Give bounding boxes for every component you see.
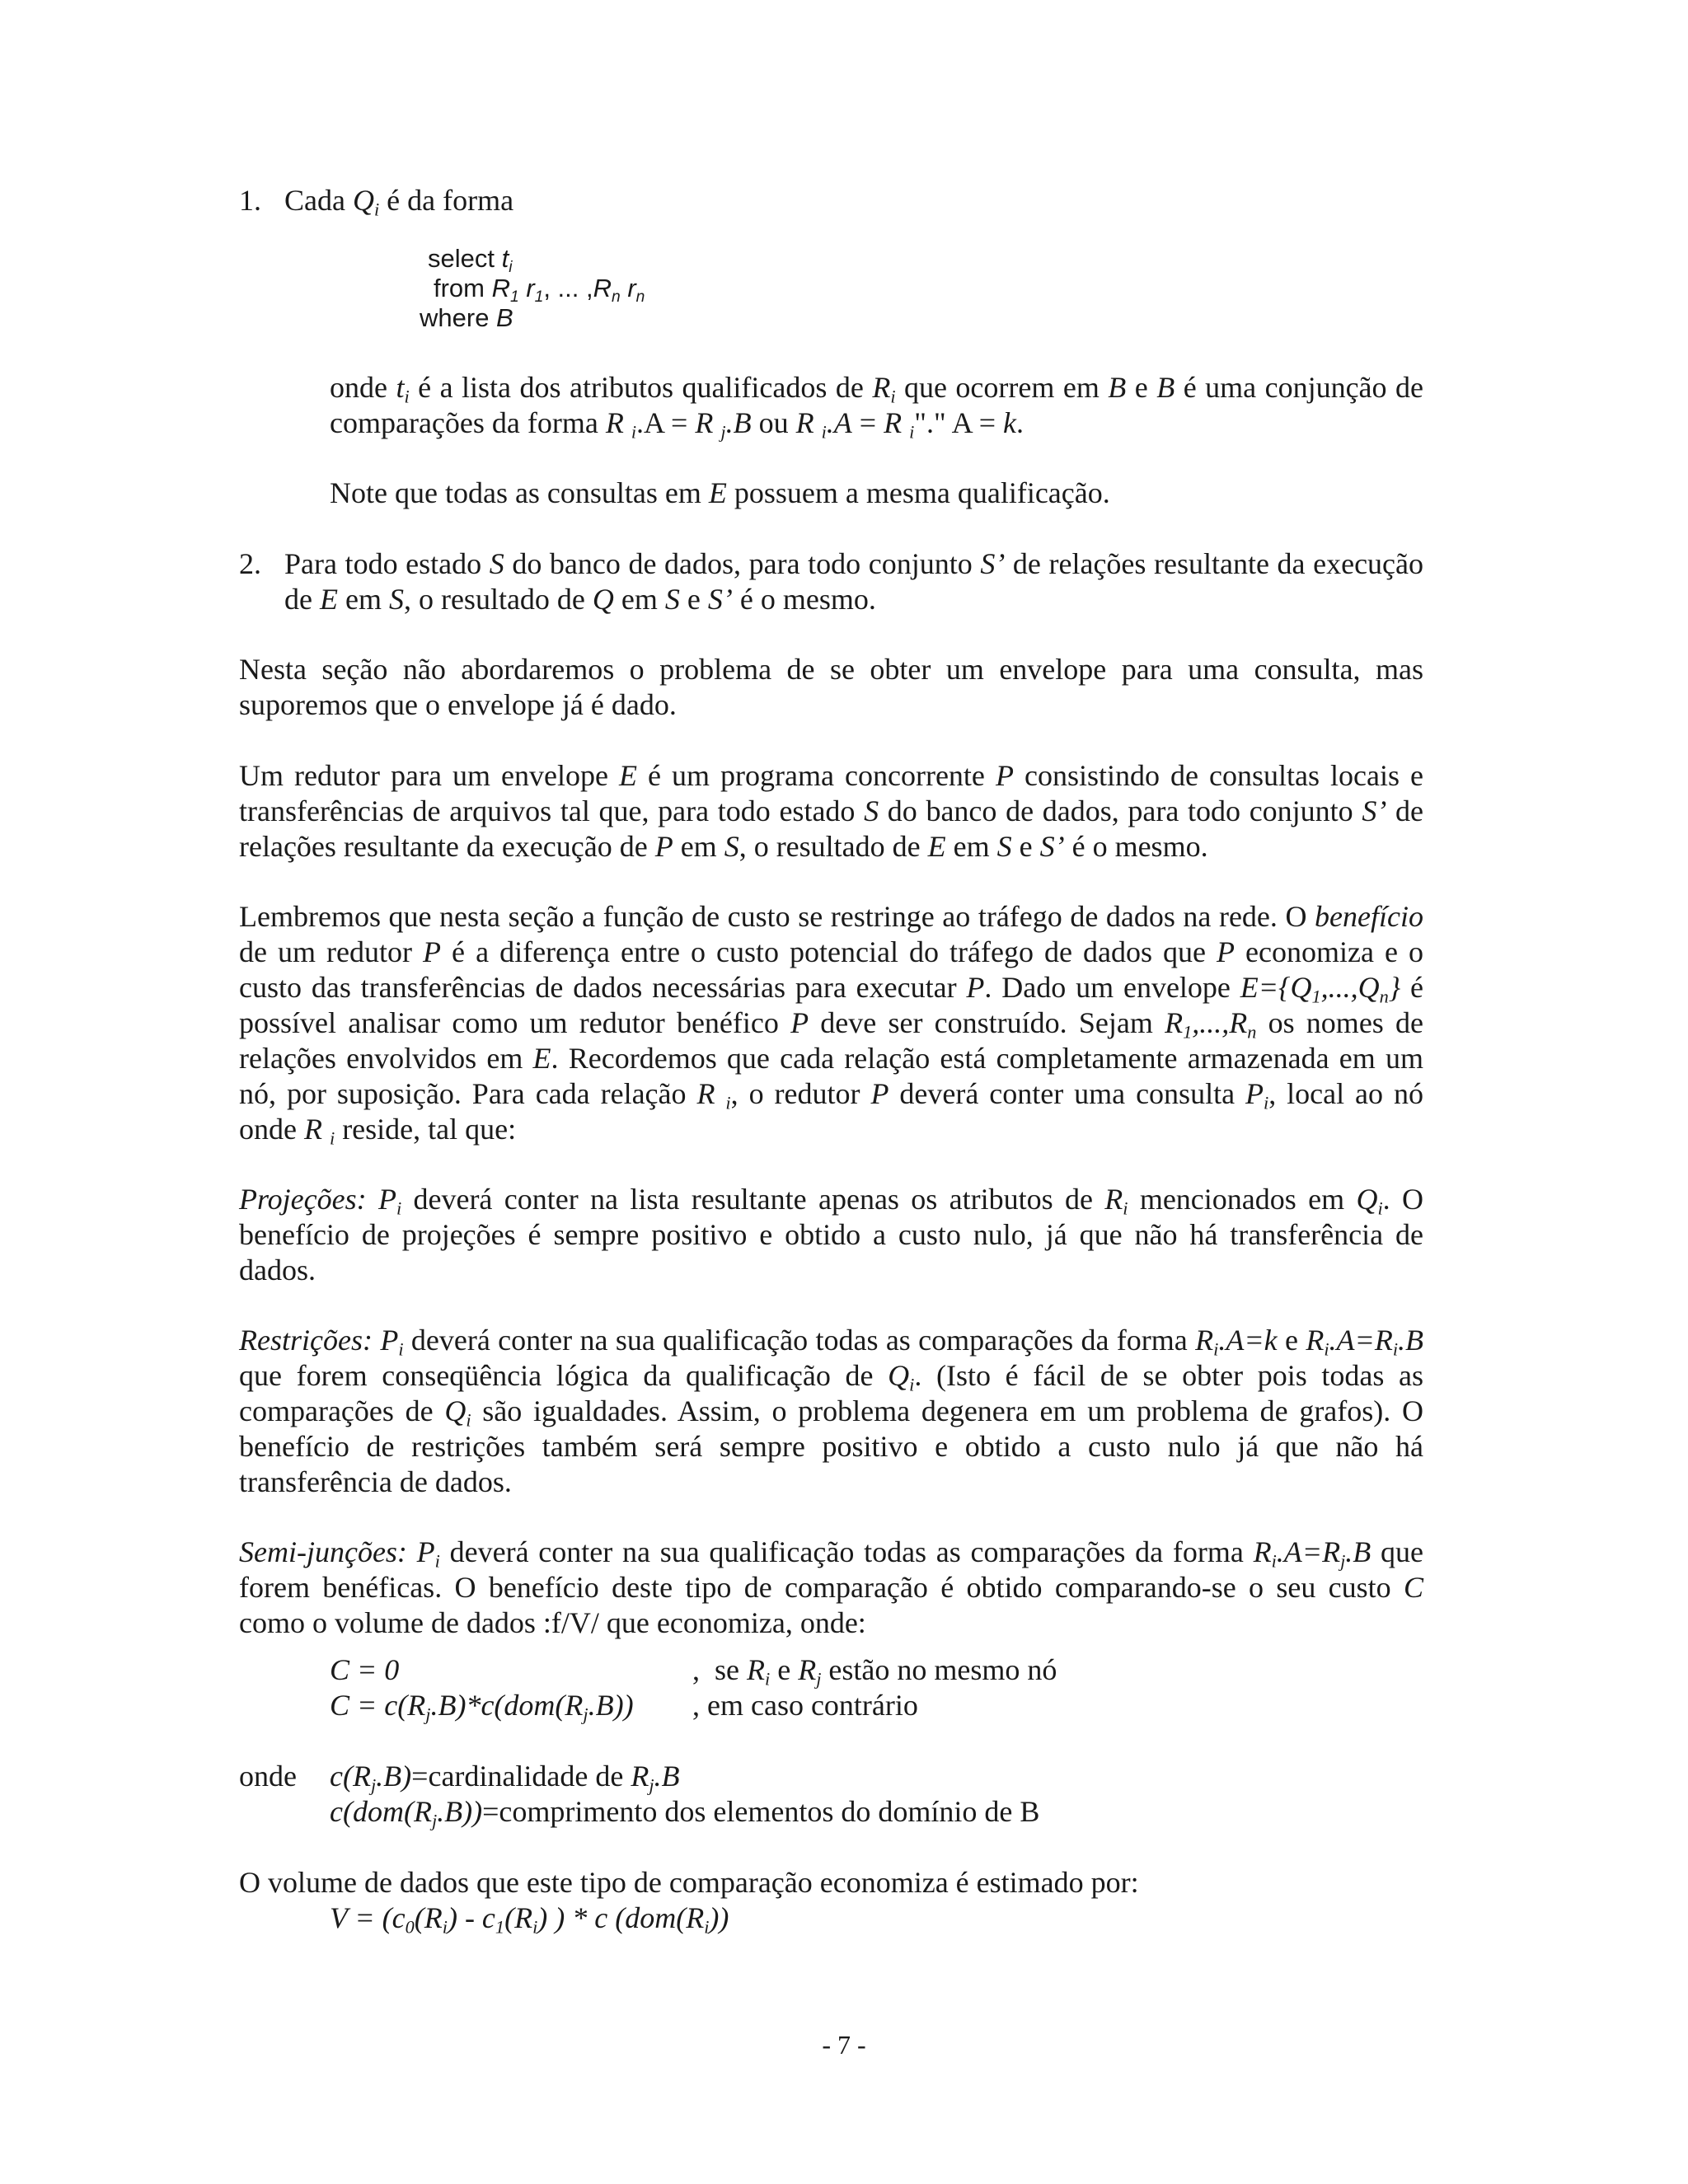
paragraph-redutor: Um redutor para um envelope E é um programa concorrente P consistindo de consultas locais e transferências de arquivos tal que, para todo estado S do banco de dados, para todo conjunto S’ de relações resultante da execução de P em S, o resultado de E em S e S’ é o mesmo.	[239, 759, 1424, 863]
list-number-2: 2.	[239, 547, 261, 580]
code-where: where B	[420, 303, 513, 332]
paragraph-beneficio: Lembremos que nesta seção a função de custo se restringe ao tráfego de dados na rede. O benefício de um redutor P é a diferença entre o custo potencial do tráfego de dados que P economiza e o custo das transferências de dados necessárias para executar P. Dado um envelope $E=\{Q_1,...,Q_n\}$ é possível analisar como um redutor benéfico P deve ser construído. Sejam $R_1,...,R_n$ os nomes de relações envolvidos em E. Recordemos que cada relação está completamente armazenada em um nó, por suposição. Para cada relação R $_i$, o redutor P deverá conter uma consulta $P_i$, local ao nó onde R $_i$ reside, tal que:	[239, 900, 1424, 1149]
item1-intro: Cada $Q_i$ é da forma	[284, 184, 514, 220]
onde-label: onde	[239, 1760, 297, 1793]
paragraph-envelope: Nesta seção não abordaremos o problema de se obter um envelope para uma consulta, mas suporemos que o envelope já é dado.	[239, 653, 1423, 721]
paragraph-restricoes: Restrições: $P_i$ deverá conter na sua qualificação todas as comparações da forma $R_i.A=k$ e $R_i.A=R_i.B$ que forem conseqüência lógica da qualificação de $Q_i$. (Isto é fácil de se obter pois todas as comparações de $Q_i$ são igualdades. Assim, o problema degenera em um problema de grafos). O benefício de restrições também será sempre positivo e obtido a custo nulo já que não há transferência de dados.	[239, 1324, 1424, 1498]
volume-formula: $V = (c_0(R_i) - c_1(R_i)$ ) * c $(dom(R_i))$	[330, 1901, 729, 1938]
formula-c-case1-rhs: , se $R_i$ e $R_j$ estão no mesmo nó	[692, 1653, 1057, 1690]
formula-c-case2-lhs: $C = c(R_j.B)*c(dom(R_j.B))$	[330, 1689, 634, 1725]
item2-text: Para todo estado S do banco de dados, para todo conjunto S’ de relações resultante da execução de E em S, o resultado de Q em S e S’ é o mesmo.	[284, 547, 1423, 616]
formula-c-case1-lhs: C = 0	[330, 1653, 400, 1686]
formula-c-case2-rhs: , em caso contrário	[692, 1689, 918, 1722]
item1-note: Note que todas as consultas em E possuem a mesma qualificação.	[330, 476, 1110, 509]
paragraph-projecoes: Projeções: $P_i$ deverá conter na lista resultante apenas os atributos de $R_i$ mencionados em $Q_i$. O benefício de projeções é sempre positivo e obtido a custo nulo, já que não há transferência de dados.	[239, 1183, 1423, 1286]
volume-intro: O volume de dados que este tipo de comparação economiza é estimado por:	[239, 1866, 1139, 1899]
item1-explanation: onde $t_i$ é a lista dos atributos qualificados de $R_i$ que ocorrem em B e B é uma conjunção de comparações da forma R $_i$.A = R $_j$.B ou R $_i$.A = R $_i$"." A = k.	[330, 371, 1423, 443]
code-from: from $R_1$ $r_1$, ... $,R_n$ $r_n$	[434, 274, 645, 306]
definition-comprimento: $c(dom(R_j.B))=comprimento$ dos elementos do domínio de B	[330, 1795, 1040, 1831]
definition-cardinalidade: $c(R_j.B)=cardinalidade$ de $R_j.B$	[330, 1760, 680, 1796]
code-select: select $t_i$	[428, 244, 513, 276]
list-number-1: 1.	[239, 184, 261, 217]
paragraph-semijuncoes: Semi-junções: $P_i$ deverá conter na sua qualificação todas as comparações da forma $R_i.A=R_j.B$ que forem benéficas. O benefício deste tipo de comparação é obtido comparando-se o seu custo C como o volume de dados :f/V/ que economiza, onde:	[239, 1535, 1424, 1639]
page-number: - 7 -	[822, 2030, 866, 2060]
